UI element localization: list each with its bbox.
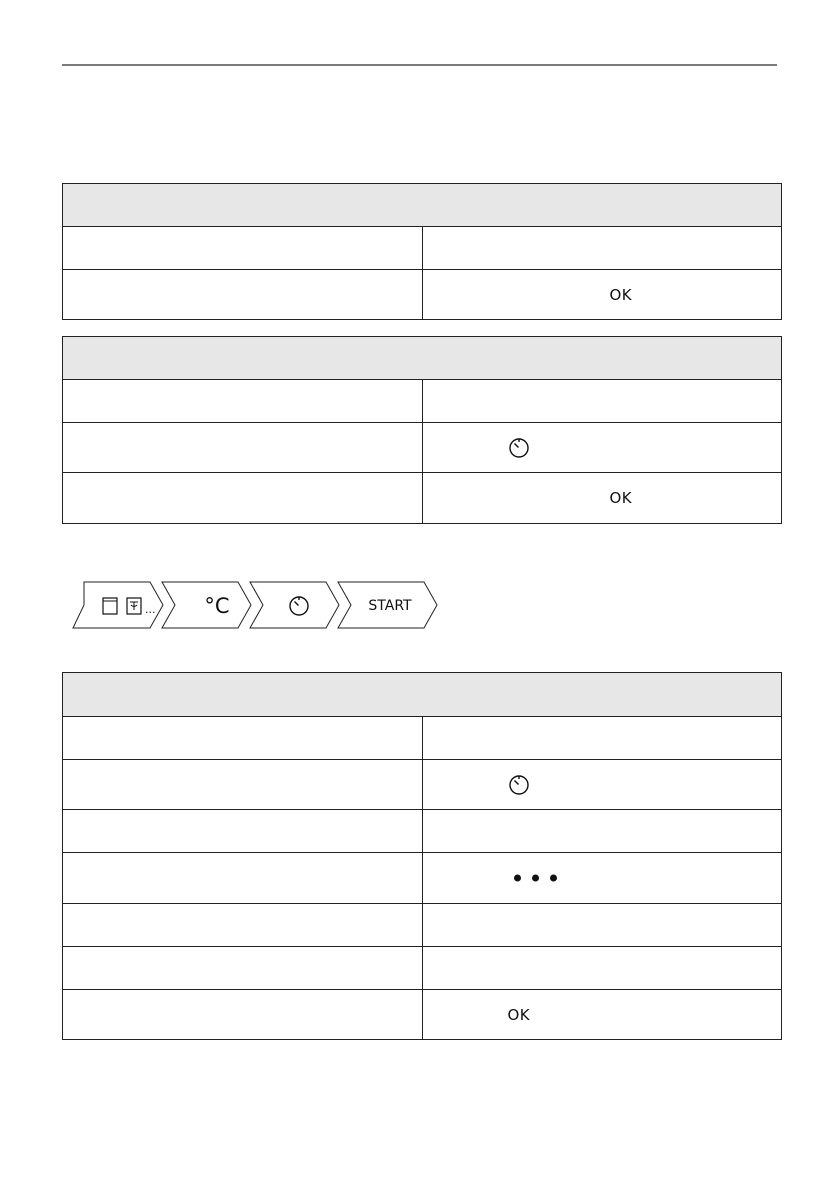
step-number	[63, 990, 423, 1040]
flow-step-temperature	[162, 582, 251, 628]
top-rule	[62, 64, 777, 66]
table-row	[63, 423, 782, 473]
flow-step-function	[73, 582, 163, 628]
table-row	[63, 717, 782, 760]
ok-symbol: OK	[609, 285, 633, 304]
step-number	[63, 947, 423, 990]
flow-step-timer	[250, 582, 339, 628]
step-number	[63, 270, 423, 320]
timer-icon	[508, 437, 530, 459]
table-row	[63, 760, 782, 810]
table-header	[63, 673, 782, 717]
step-text	[422, 990, 782, 1040]
table-row	[63, 990, 782, 1040]
step-number	[63, 760, 423, 810]
step-text	[422, 270, 782, 320]
table-header	[63, 337, 782, 380]
table-row	[63, 904, 782, 947]
timer-icon	[508, 774, 530, 796]
step-number	[63, 717, 423, 760]
step-text	[422, 423, 782, 473]
table-header	[63, 184, 782, 227]
step-text	[422, 853, 782, 904]
program-flow-diagram	[70, 578, 450, 632]
step-number	[63, 423, 423, 473]
step-text	[422, 947, 782, 990]
step-number	[63, 473, 423, 524]
step-text	[422, 473, 782, 524]
ok-symbol: OK	[507, 1005, 531, 1024]
steps-table-1	[62, 183, 782, 320]
step-number	[63, 810, 423, 853]
steps-table-2	[62, 336, 782, 524]
step-number	[63, 380, 423, 423]
table-row	[63, 947, 782, 990]
step-number	[63, 853, 423, 904]
step-number	[63, 904, 423, 947]
steps-table-3	[62, 672, 782, 1040]
more-dots-icon	[514, 875, 568, 882]
step-text	[422, 717, 782, 760]
start-label: START	[368, 598, 412, 614]
table-row	[63, 810, 782, 853]
table-row	[63, 270, 782, 320]
step-text	[422, 760, 782, 810]
flow-step-start	[338, 582, 437, 628]
table-row	[63, 853, 782, 904]
ok-symbol: OK	[609, 489, 633, 507]
step-text	[422, 810, 782, 853]
table-row	[63, 473, 782, 524]
temperature-icon: °C	[204, 594, 230, 618]
step-text	[422, 380, 782, 423]
table-row	[63, 380, 782, 423]
step-number	[63, 227, 423, 270]
more-functions-label: ...	[145, 603, 156, 616]
step-text	[422, 904, 782, 947]
step-text	[422, 227, 782, 270]
table-row	[63, 227, 782, 270]
